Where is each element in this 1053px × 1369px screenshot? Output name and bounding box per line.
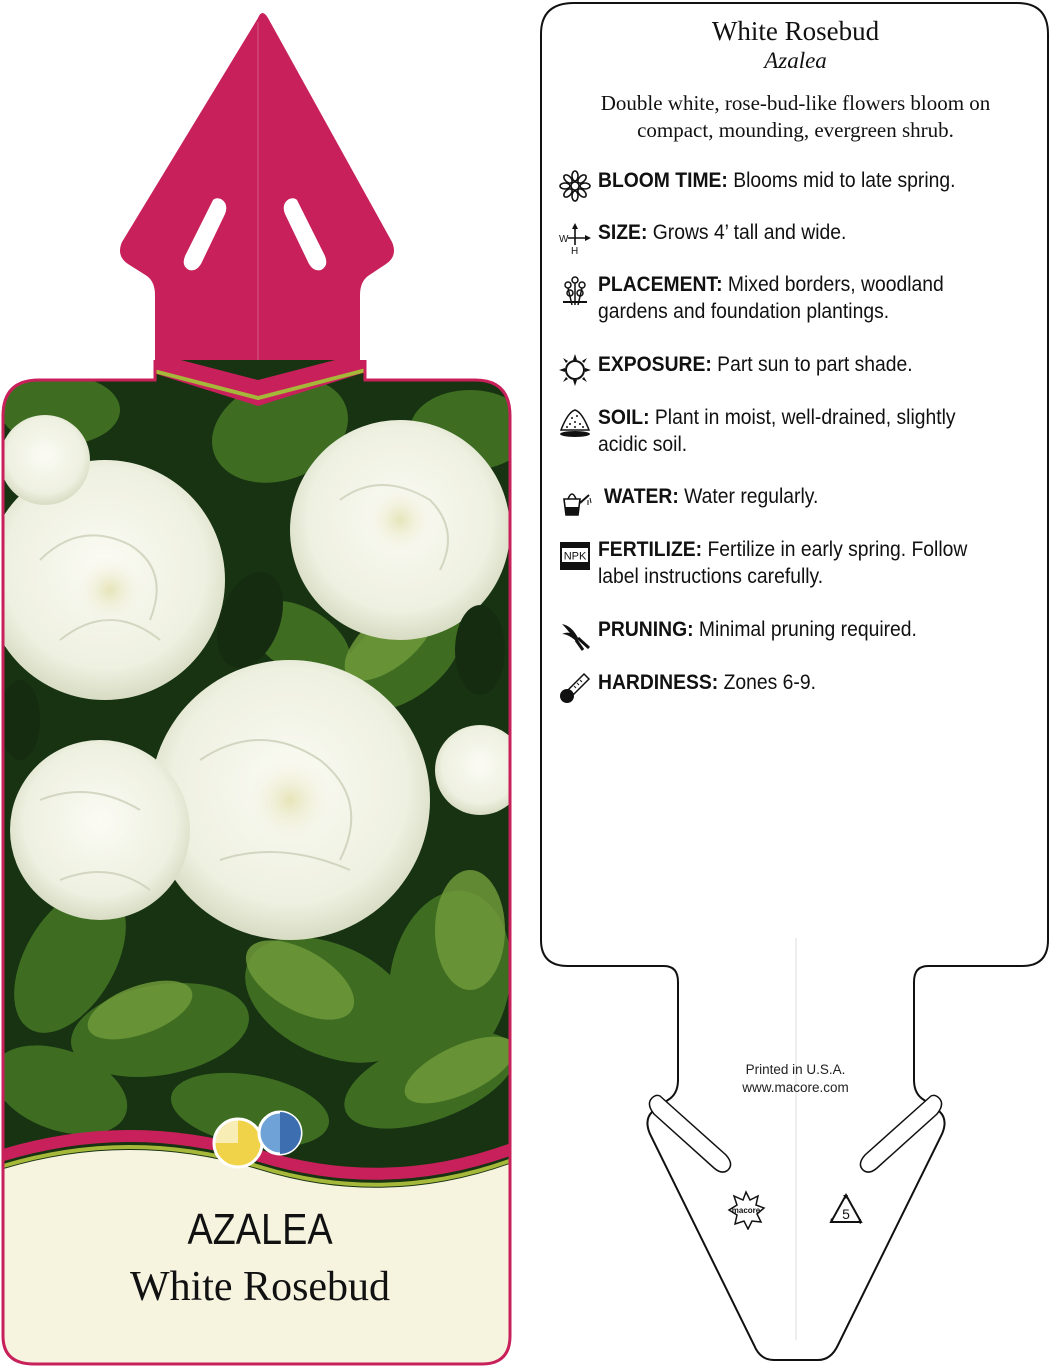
size-value: Grows 4’ tall and wide. [652, 221, 847, 244]
fertilizer-bag-icon [558, 538, 592, 572]
website-url: www.macore.com [742, 1080, 849, 1095]
cream-panel [0, 1150, 520, 1369]
back-description: Double white, rose-bud-like flowers bloom on compact, mounding, evergreen shrub. [600, 91, 991, 142]
hardiness-label: HARDINESS: [598, 671, 719, 694]
placement-flowers-icon [558, 273, 592, 307]
placement-label: PLACEMENT: [598, 273, 723, 296]
npk-text: NPK [563, 550, 587, 563]
size-icon-w: W [559, 234, 569, 245]
fertilize-label: FERTILIZE: [598, 538, 703, 561]
hardiness-value: Zones 6-9. [723, 671, 816, 694]
water-label: WATER: [604, 485, 679, 508]
soil-mound-icon [558, 406, 592, 440]
size-dimensions-icon [558, 221, 592, 255]
front-tag [0, 0, 520, 1369]
tag-arrow-top [120, 13, 394, 360]
size-icon-h: H [571, 246, 579, 255]
exposure-value: Part sun to part shade. [717, 353, 913, 376]
fertilize-value: Fertilize in early spring. Follow label instructions carefully. [598, 538, 968, 588]
front-tag-artwork [0, 0, 520, 1369]
size-label: SIZE: [598, 221, 648, 244]
printed-location: Printed in U.S.A. [745, 1062, 846, 1077]
placement-value: Mixed borders, woodland gardens and foundation plantings. [598, 273, 944, 323]
front-cultivar-name: White Rosebud [129, 1264, 391, 1310]
sun-icon [558, 353, 592, 387]
flower-icon [558, 169, 592, 203]
soil-label: SOIL: [598, 406, 650, 429]
recycle-symbol-icon [828, 1192, 864, 1228]
pruning-shears-icon [558, 618, 592, 652]
recycle-number: 5 [842, 1206, 850, 1222]
front-common-name: AZALEA [187, 1205, 333, 1254]
back-tag [538, 0, 1053, 1369]
back-subtitle: Azalea [764, 48, 827, 73]
pruning-value: Minimal pruning required. [698, 618, 917, 641]
water-value: Water regularly. [684, 485, 819, 508]
macore-logo-text: macore [731, 1206, 761, 1215]
bloom-time-value: Blooms mid to late spring. [733, 169, 956, 192]
macore-logo-icon [726, 1190, 766, 1230]
pruning-label: PRUNING: [598, 618, 694, 641]
back-title: White Rosebud [711, 16, 880, 46]
soil-value: Plant in moist, well-drained, slightly acidic soil. [598, 406, 956, 456]
watering-can-icon [558, 485, 592, 519]
thermometer-icon [558, 671, 592, 705]
bloom-time-label: BLOOM TIME: [598, 169, 728, 192]
exposure-label: EXPOSURE: [598, 353, 712, 376]
